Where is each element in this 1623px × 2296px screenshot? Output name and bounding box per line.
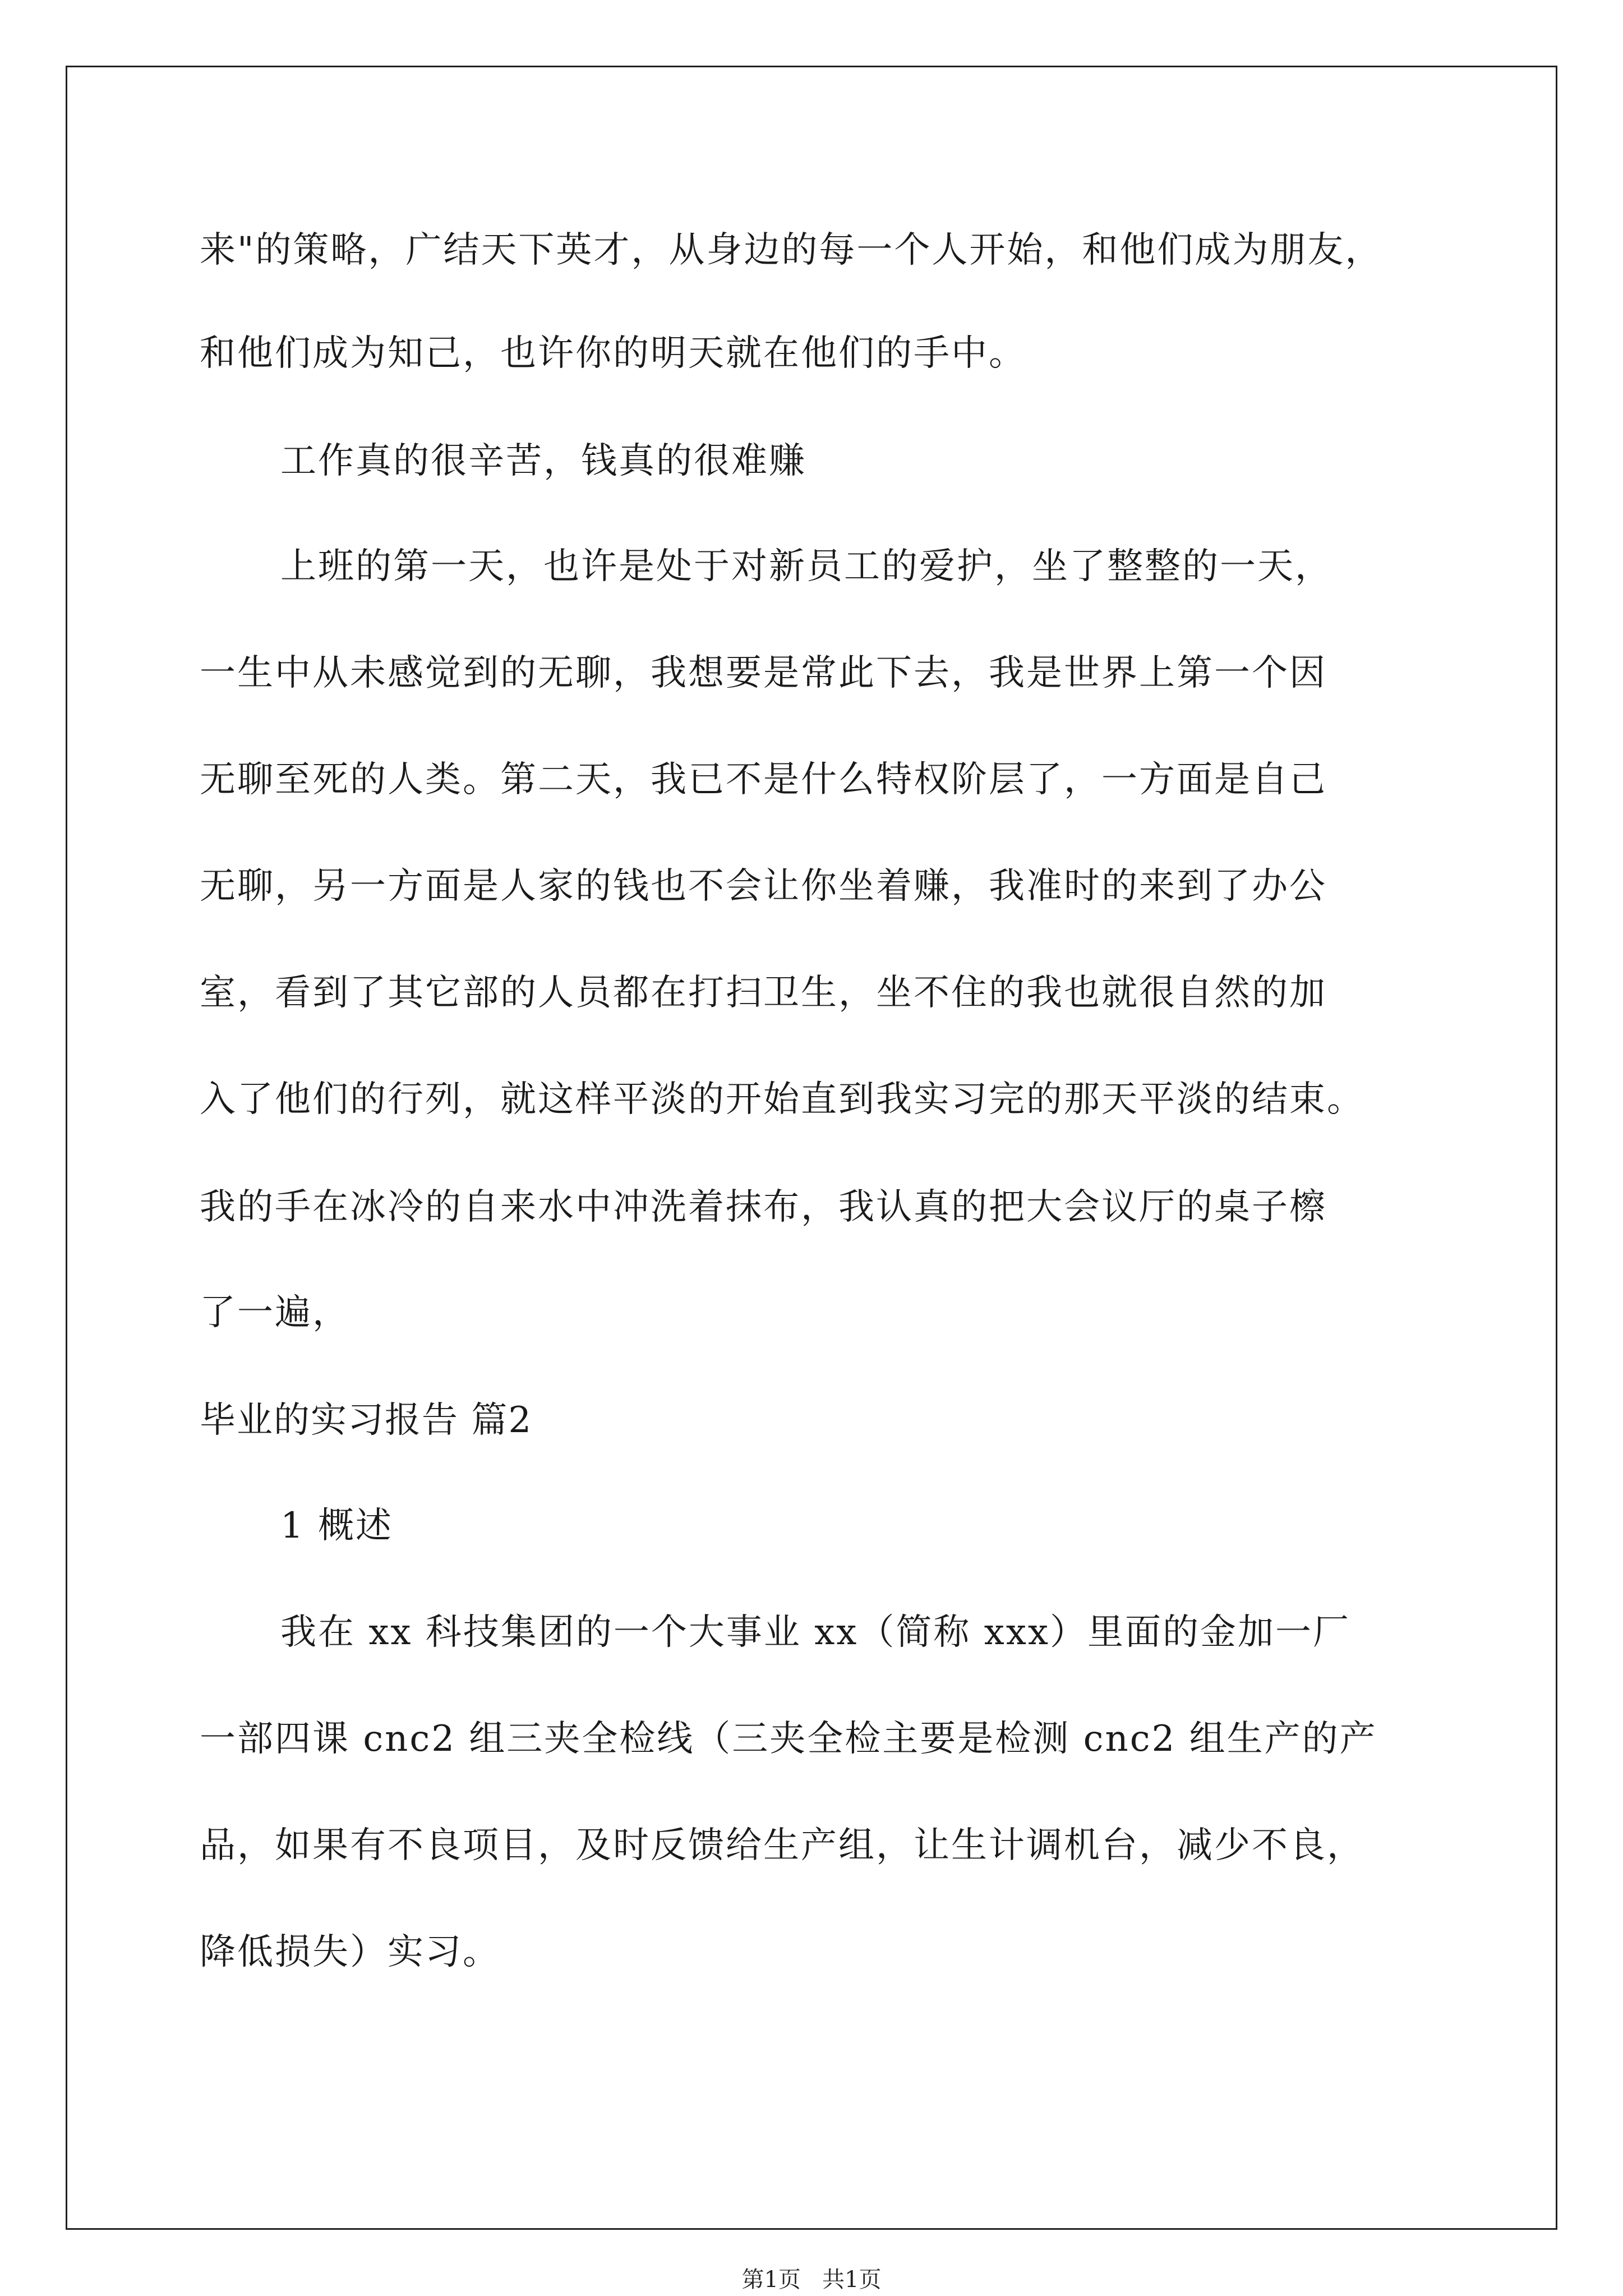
paragraph-line: 我在 xx 科技集团的一个大事业 xx（简称 xxx）里面的金加一厂 — [280, 1612, 1351, 1653]
paragraph-line: 了一遍， — [200, 1292, 350, 1333]
paragraph-line: 室，看到了其它部的人员都在打扫卫生，坐不住的我也就很自然的加 — [200, 972, 1327, 1014]
page-border — [66, 66, 1557, 2230]
paragraph-line: 品，如果有不良项目，及时反馈给生产组，让生计调机台，减少不良， — [200, 1825, 1364, 1866]
paragraph-line: 无聊，另一方面是人家的钱也不会让你坐着赚，我准时的来到了办公 — [200, 866, 1327, 907]
paragraph-line: 降低损失）实习。 — [200, 1931, 500, 1973]
paragraph-line: 我的手在冰冷的自来水中冲洗着抹布，我认真的把大会议厅的桌子檫 — [200, 1186, 1327, 1228]
paragraph-line: 上班的第一天，也许是处于对新员工的爱护，坐了整整的一天， — [280, 546, 1332, 587]
section-subheading: 工作真的很辛苦，钱真的很难赚 — [280, 440, 806, 482]
paragraph-line: 一生中从未感觉到的无聊，我想要是常此下去，我是世界上第一个因 — [200, 652, 1327, 694]
page-footer — [0, 2266, 1623, 2293]
paragraph-line: 入了他们的行列，就这样平淡的开始直到我实习完的那天平淡的结束。 — [200, 1079, 1364, 1120]
paragraph-line: 无聊至死的人类。第二天，我已不是什么特权阶层了，一方面是自己 — [200, 759, 1327, 800]
paragraph-line: 来"的策略，广结天下英才，从身边的每一个人开始，和他们成为朋友， — [200, 229, 1383, 271]
paragraph-line: 一部四课 cnc2 组三夹全检线（三夹全检主要是检测 cnc2 组生产的产 — [200, 1718, 1377, 1760]
section-subheading: 1 概述 — [280, 1505, 394, 1547]
page-number: 第1页 共1页 — [741, 2267, 882, 2293]
paragraph-line: 和他们成为知己，也许你的明天就在他们的手中。 — [200, 333, 1026, 374]
section-heading: 毕业的实习报告 篇2 — [200, 1400, 533, 1441]
